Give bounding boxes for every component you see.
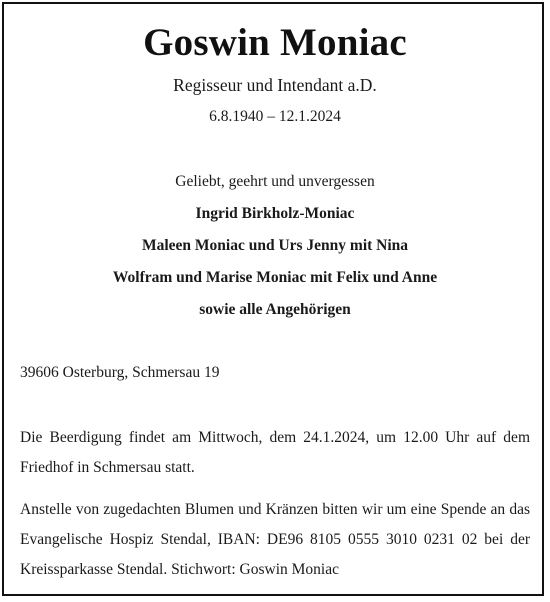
life-dates: 6.8.1940 – 12.1.2024	[209, 108, 341, 125]
funeral-information: Die Beerdigung findet am Mittwoch, dem 24.1.2024, um 12.00 Uhr auf dem Friedhof in Schmersau statt.	[20, 429, 530, 476]
mourner-line: Maleen Moniac und Urs Jenny mit Nina	[141, 237, 409, 254]
family-address: 39606 Osterburg, Schmersau 19	[20, 364, 220, 381]
mourner-line: Ingrid Birkholz-Moniac	[195, 205, 355, 222]
deceased-name: Goswin Moniac	[143, 21, 407, 64]
mourner-line: Wolfram und Marise Moniac mit Felix und Anne	[112, 269, 438, 286]
mourning-intro: Geliebt, geehrt und unvergessen	[175, 173, 375, 190]
deceased-role: Regisseur und Intendant a.D.	[173, 75, 377, 95]
donation-request: Anstelle von zugedachten Blumen und Kränzen bitten wir um eine Spende an das Evangelische Hospiz Stendal, IBAN: DE96 8105 0555 3010 0231 02 bei der Kreissparkasse Stendal. Stichwort: Goswin Moniac	[20, 501, 530, 578]
mourners-list	[0, 201, 550, 329]
mourner-line: sowie alle Angehörigen	[199, 301, 351, 318]
